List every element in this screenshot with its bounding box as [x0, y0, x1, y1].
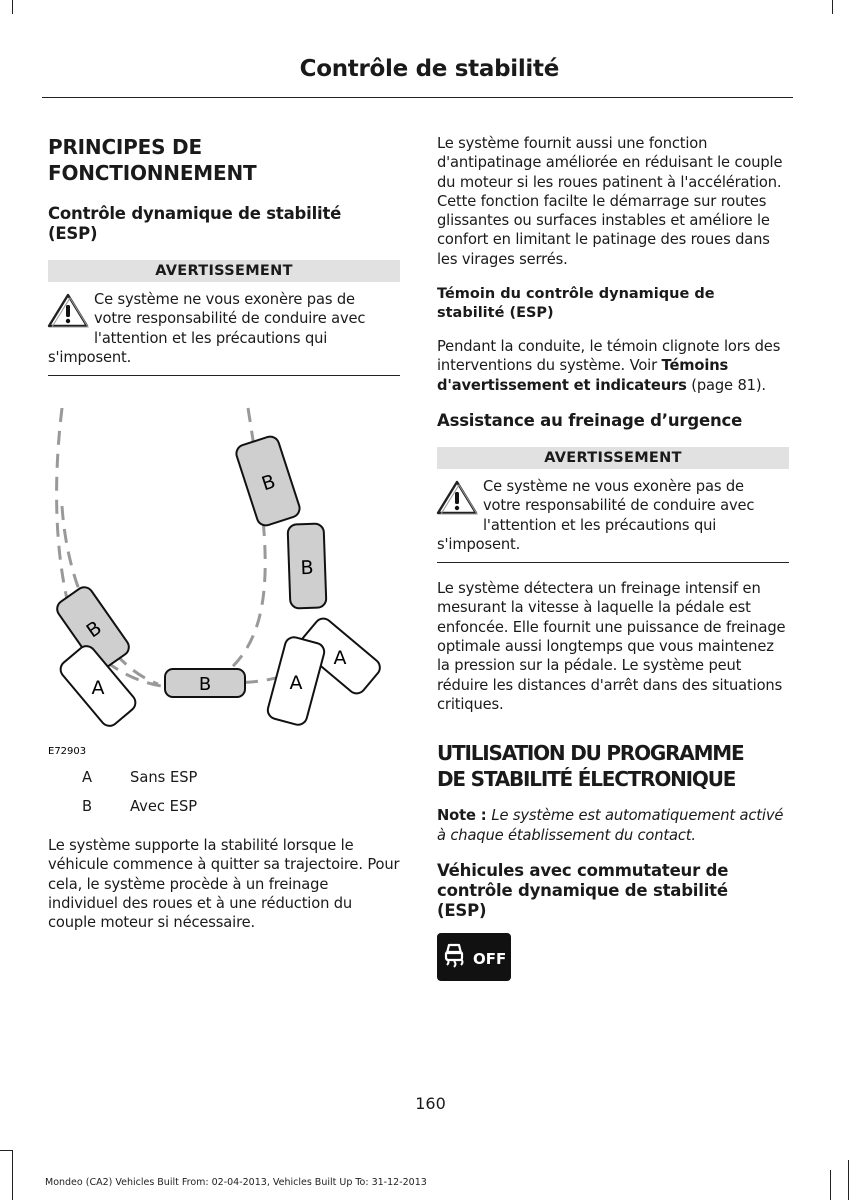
svg-text:B: B — [198, 674, 212, 696]
paragraph-antipatinage: Le système fournit aussi une fonction d'antipatinage améliorée en réduisant le couple du moteur si les roues patinent à l'accélération. Cette fonction facilte le démarrage sur routes glissantes ou surfaces instables et améliore le confort en limitant le patinage des roues dans les virages serrés. — [437, 135, 783, 268]
paragraph-temoin: Pendant la conduite, le témoin clignote lors des interventions du système. Voir Témoins d'avertissement et indicateurs (page 81). — [437, 338, 781, 394]
warning-label-2: AVERTISSEMENT — [437, 447, 789, 469]
svg-text:A: A — [91, 677, 105, 700]
legend-row-a: A Sans ESP — [82, 769, 198, 787]
crop-mark-top-right — [832, 0, 833, 14]
crop-mark-bottom-right — [830, 1170, 831, 1200]
warning-triangle-icon — [435, 479, 479, 517]
svg-text:B: B — [82, 617, 106, 643]
section-title-principes: PRINCIPES DE FONCTIONNEMENT — [48, 135, 257, 185]
car-a-left — [57, 643, 139, 730]
note: Note : Le système est automatiquement activé à chaque établissement du contact. — [437, 807, 784, 844]
svg-text:OFF: OFF — [473, 949, 507, 968]
car-b-right — [288, 524, 327, 609]
svg-text:B: B — [300, 556, 314, 580]
heading-temoin: Témoin du contrôle dynamique de stabilité (ESP) — [437, 286, 715, 322]
esp-diagram-svg — [48, 396, 400, 756]
warning-rule-2 — [437, 562, 789, 563]
svg-text:A: A — [289, 672, 303, 695]
crop-mark-bottom-right-2 — [848, 1160, 849, 1200]
warning-label: AVERTISSEMENT — [48, 260, 400, 282]
link-temoins[interactable]: Témoins d'avertissement et indicateurs — [437, 357, 729, 394]
page-header-title: Contrôle de stabilité — [299, 56, 559, 82]
crop-mark-top-left — [12, 0, 13, 14]
header-rule — [42, 97, 793, 98]
legend-row-b: B Avec ESP — [82, 798, 198, 816]
crop-mark-bottom-left — [12, 1150, 13, 1200]
crop-mark-bottom-left-h — [0, 1150, 13, 1151]
subtitle-esp: Contrôle dynamique de stabilité (ESP) — [48, 204, 342, 243]
warning-text: Ce système ne vous exonère pas de votre responsabilité de conduire avec l'attention et les précautions qui s'imposent. — [48, 291, 366, 366]
esp-off-switch-icon — [437, 933, 511, 981]
warning-rule — [48, 375, 400, 376]
left-column — [48, 128, 400, 949]
right-column — [437, 134, 789, 981]
svg-text:A: A — [333, 647, 347, 670]
diagram-code: E72903 — [48, 746, 87, 757]
esp-diagram — [48, 396, 400, 756]
svg-text:B: B — [259, 470, 279, 496]
heading-assistance: Assistance au freinage d’urgence — [437, 410, 743, 430]
car-b-top — [234, 434, 302, 527]
section-title-utilisation: UTILISATION DU PROGRAMME DE STABILITÉ ÉLECTRONIQUE — [437, 741, 744, 792]
heading-vehicules: Véhicules avec commutateur de contrôle dynamique de stabilité (ESP) — [437, 860, 729, 920]
warning-text-2: Ce système ne vous exonère pas de votre responsabilité de conduire avec l'attention et les précautions qui s'imposent. — [437, 477, 755, 553]
paragraph-freinage: Le système détectera un freinage intensif en mesurant la vitesse à laquelle la pédale est enfoncée. Elle fournit une puissance de freinage optimale aussi longtemps que vous maintenez la pression sur la pédale. Le système peut réduire les distances d'arrêt dans des situations critiques. — [437, 580, 786, 713]
footer-text: Mondeo (CA2) Vehicles Built From: 02-04-2013, Vehicles Built Up To: 31-12-2013 — [45, 1177, 427, 1188]
warning-triangle-icon — [46, 292, 90, 330]
paragraph-stability: Le système supporte la stabilité lorsque le véhicule commence à quitter sa trajectoire. Pour cela, le système procède à un freinage individuel des roues et à une réduction du couple moteur si nécessaire. — [48, 837, 400, 932]
page-number: 160 — [415, 1094, 446, 1113]
car-a-center — [266, 635, 326, 726]
car-b-bottom — [165, 669, 245, 697]
